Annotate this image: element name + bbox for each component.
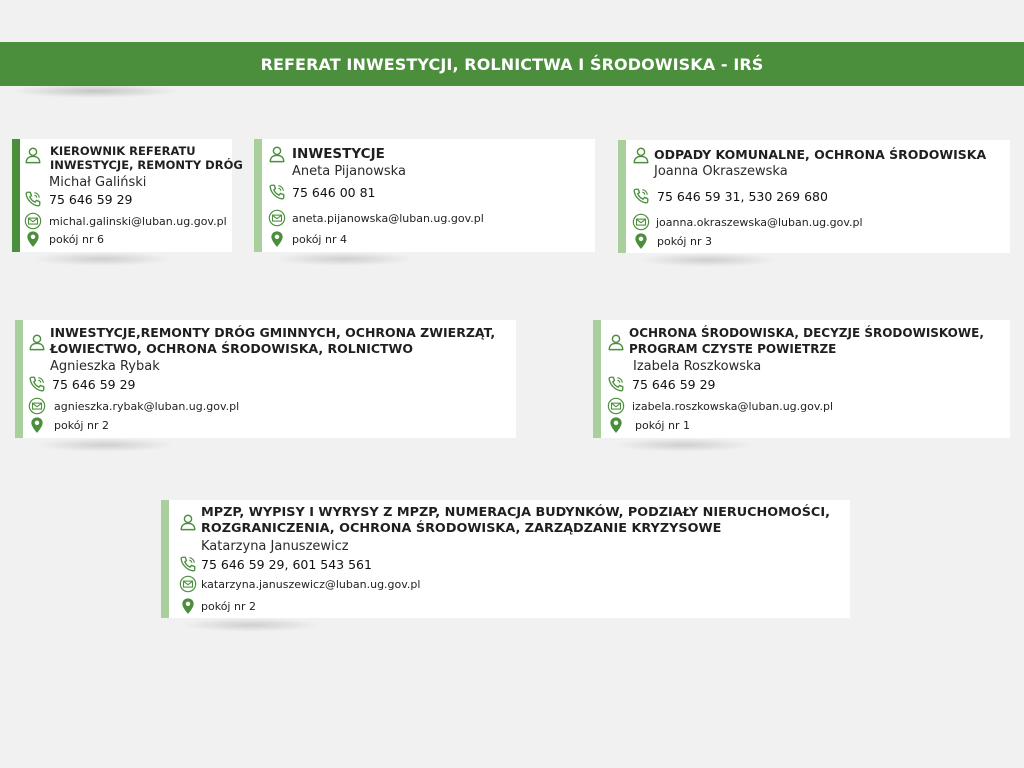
person-name: Michał Galiński: [49, 175, 147, 190]
card-title: INWESTYCJE: [292, 146, 385, 162]
card-shadow: [638, 253, 778, 267]
header-shadow: [10, 84, 180, 98]
email-address[interactable]: katarzyna.januszewicz@luban.ug.gov.pl: [201, 577, 421, 591]
card-title: KIEROWNIK REFERATU: [50, 144, 196, 158]
contact-card-odpady: [618, 140, 1010, 253]
person-icon: [179, 513, 197, 531]
phone-icon: [179, 555, 197, 573]
page-title: REFERAT INWESTYCJI, ROLNICTWA I ŚRODOWISKA - IRŚ: [260, 54, 764, 74]
email-icon: [607, 397, 625, 415]
card-title: ŁOWIECTWO, OCHRONA ŚRODOWISKA, ROLNICTWO: [50, 341, 413, 356]
room-number: pokój nr 2: [54, 418, 109, 432]
person-icon: [607, 333, 625, 351]
email-icon: [268, 209, 286, 227]
contact-card-mpzp: [161, 500, 850, 618]
person-name: Joanna Okraszewska: [654, 164, 788, 179]
email-address[interactable]: izabela.roszkowska@luban.ug.gov.pl: [632, 399, 834, 413]
room-number: pokój nr 1: [635, 418, 690, 432]
phone-number: 75 646 59 29: [52, 376, 136, 392]
card-accent-bar: [618, 140, 626, 253]
email-icon: [632, 213, 650, 231]
person-icon: [28, 333, 46, 351]
room-number: pokój nr 2: [201, 599, 256, 613]
phone-icon: [607, 375, 625, 393]
card-title: INWESTYCJE, REMONTY DRÓG: [50, 158, 243, 172]
person-icon: [268, 145, 286, 163]
location-pin-icon: [607, 416, 625, 434]
card-accent-bar: [15, 320, 23, 438]
email-icon: [179, 575, 197, 593]
card-shadow: [274, 252, 414, 266]
person-name: Aneta Pijanowska: [292, 164, 406, 179]
contact-card-inwestycje-remonty: [15, 320, 516, 438]
card-accent-bar: [161, 500, 169, 618]
email-icon: [28, 397, 46, 415]
phone-icon: [24, 190, 42, 208]
email-address[interactable]: michal.galinski@luban.ug.gov.pl: [49, 214, 227, 228]
page-header: [0, 42, 1024, 86]
email-address[interactable]: aneta.pijanowska@luban.ug.gov.pl: [292, 211, 484, 225]
person-name: Agnieszka Rybak: [50, 359, 160, 374]
card-accent-bar: [593, 320, 601, 438]
card-accent-bar: [12, 139, 20, 252]
phone-number: 75 646 59 29: [632, 376, 716, 392]
location-pin-icon: [268, 230, 286, 248]
contact-card-inwestycje: [254, 139, 595, 252]
card-title: ODPADY KOMUNALNE, OCHRONA ŚRODOWISKA: [654, 147, 987, 162]
card-title: ROZGRANICZENIA, OCHRONA ŚRODOWISKA, ZARZĄDZANIE KRYZYSOWE: [201, 521, 722, 536]
card-title: INWESTYCJE,REMONTY DRÓG GMINNYCH, OCHRONA ZWIERZĄT,: [50, 325, 496, 340]
phone-icon: [268, 183, 286, 201]
person-icon: [24, 146, 42, 164]
room-number: pokój nr 6: [49, 232, 104, 246]
card-title: MPZP, WYPISY I WYRYSY Z MPZP, NUMERACJA BUDYNKÓW, PODZIAŁY NIERUCHOMOŚCI,: [201, 505, 830, 520]
card-title: PROGRAM CZYSTE POWIETRZE: [629, 342, 837, 356]
location-pin-icon: [28, 416, 46, 434]
person-name: Katarzyna Januszewicz: [201, 539, 349, 554]
phone-number: 75 646 59 29, 601 543 561: [201, 556, 372, 572]
card-shadow: [32, 252, 172, 266]
email-address[interactable]: agnieszka.rybak@luban.ug.gov.pl: [54, 399, 240, 413]
phone-number: 75 646 00 81: [292, 184, 376, 200]
card-shadow: [181, 618, 321, 632]
email-address[interactable]: joanna.okraszewska@luban.ug.gov.pl: [656, 215, 863, 229]
person-icon: [632, 146, 650, 164]
card-shadow: [35, 438, 175, 452]
card-accent-bar: [254, 139, 262, 252]
location-pin-icon: [179, 597, 197, 615]
phone-number: 75 646 59 29: [49, 191, 133, 207]
location-pin-icon: [632, 232, 650, 250]
email-icon: [24, 212, 42, 230]
location-pin-icon: [24, 230, 42, 248]
contact-card-ochrona-srodowiska: [593, 320, 1010, 438]
room-number: pokój nr 3: [657, 234, 712, 248]
contact-card-kierownik: [12, 139, 243, 252]
phone-number: 75 646 59 31, 530 269 680: [657, 188, 828, 204]
person-name: Izabela Roszkowska: [633, 359, 762, 374]
phone-icon: [632, 187, 650, 205]
room-number: pokój nr 4: [292, 232, 347, 246]
card-shadow: [613, 438, 753, 452]
card-title: OCHRONA ŚRODOWISKA, DECYZJE ŚRODOWISKOWE,: [629, 326, 984, 340]
phone-icon: [28, 375, 46, 393]
